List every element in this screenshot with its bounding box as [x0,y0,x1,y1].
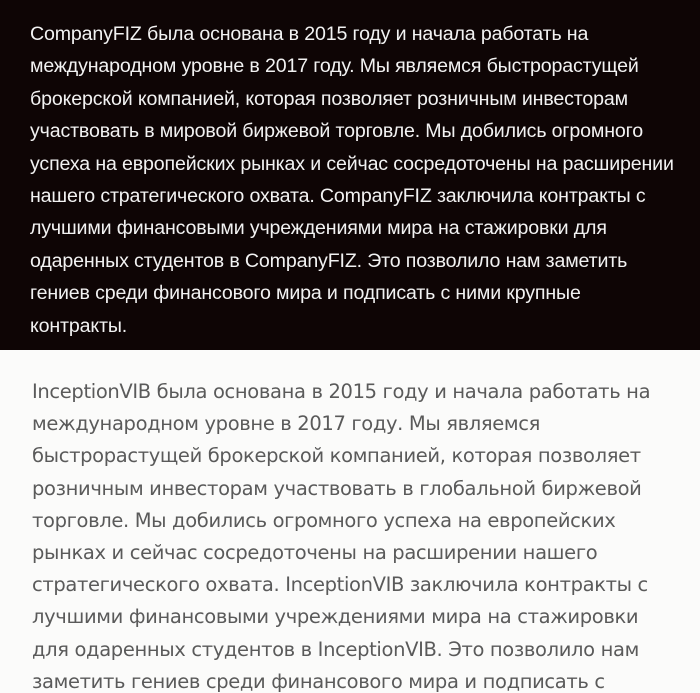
inceptionvib-description-text: InceptionVIB была основана в 2015 году и начала работать на международном уровне в 2017 году. Мы являемся быстрорастущей брокерской компанией, которая позволяет розничным инвесторам участвовать в глобальной биржевой торговле. Мы добились огромного успеха на европейских рынках и сейчас сосредоточены на расширении нашего стратегического охвата. InceptionVIB заключила контракты с лучшими финансовыми учреждениями мира на стажировки для одаренных студентов в InceptionVIB. Это позволило нам заметить гениев среди финансового мира и подписать с [32,380,651,693]
companyfiz-description-text: CompanyFIZ была основана в 2015 году и начала работать на международном уровне в 2017 году. Мы являемся быстрорастущей брокерской компанией, которая позволяет розничным инвесторам участвовать в мировой биржевой торговле. Мы добились огромного успеха на европейских рынках и сейчас сосредоточены на расширении нашего стратегического охвата. CompanyFIZ заключила контракты с лучшими финансовыми учреждениями мира на стажировки для одаренных студентов в CompanyFIZ. Это позволило нам заметить гениев среди финансового мира и подписать с ними крупные контракты. [30,23,674,337]
inceptionvib-description-panel [0,350,700,693]
